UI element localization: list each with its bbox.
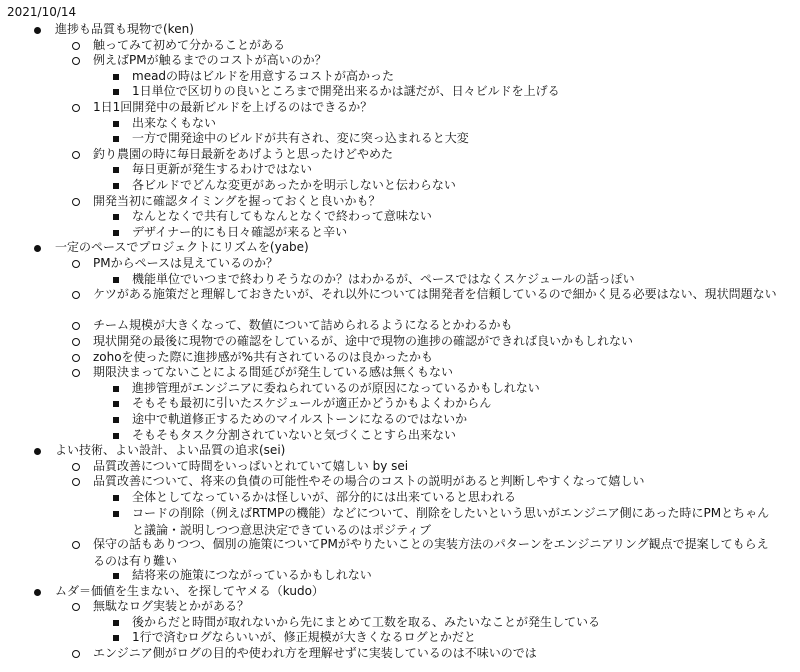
bullet-circle-icon — [72, 104, 80, 112]
outline-item-text: ムダ＝価値を生まない、を探してヤメる（kudo） — [55, 583, 324, 598]
outline-item-text: 後からだと時間が取れないから先にまとめて工数を取る、みたいなことが発生している — [132, 614, 601, 629]
outline-item-text: コードの削除（例えばRTMPの機能）などについて、削除をしたいという思いがエンジニア側にあった時にPMとちゃんと議論・説明しつつ意思決定できているのはポジティブ — [132, 505, 770, 537]
bullet-square-icon — [113, 183, 119, 189]
outline-item-level-3 — [0, 489, 800, 506]
outline-item-text: 毎日更新が発生するわけではない — [132, 162, 313, 177]
outline-item-level-2 — [0, 99, 800, 116]
bullet-circle-icon — [72, 541, 80, 549]
outline-item-level-2 — [0, 645, 800, 662]
outline-item-text: 進捗も品質も現物で(ken) — [55, 22, 194, 36]
outline-item-level-2 — [0, 286, 800, 320]
outline-item-level-2 — [0, 52, 800, 69]
outline-item-text: 釣り農園の時に毎日最新をあげようと思ったけどやめた — [93, 146, 394, 161]
outline-item-text: 期限決まってないことによる間延びが発生している感は無くもない — [93, 365, 454, 380]
outline-item-level-3 — [0, 271, 800, 288]
outline-item-text: 1日1回開発中の最新ビルドを上げるのはできるか？ — [93, 100, 373, 114]
outline-item-level-2 — [0, 536, 800, 570]
bullet-disc-icon — [34, 589, 41, 596]
outline-item-level-1 — [0, 442, 800, 459]
bullet-square-icon — [113, 214, 119, 220]
outline-item-text: ケツがある施策だと理解しておきたいが、それ以外については開発者を信頼しているので細かく見る必要はない、現状問題ない — [93, 287, 777, 302]
bullet-circle-icon — [72, 322, 80, 330]
outline-item-level-3 — [0, 427, 800, 444]
outline-item-level-3 — [0, 208, 800, 225]
outline-item-text: meadの時はビルドを用意するコストが高かった — [132, 68, 395, 83]
outline-item-level-2 — [0, 598, 800, 615]
outline-item-level-2 — [0, 37, 800, 54]
bullet-circle-icon — [72, 198, 80, 206]
outline-item-text: PMからペースは見えているのか？ — [93, 256, 278, 270]
outline-item-level-2 — [0, 458, 800, 475]
outline-item-text: そもそも最初に引いたスケジュールが適正かどうかもよくわからん — [132, 396, 492, 411]
outline-item-text: 品質改善について、将来の負債の可能性やその場合のコストの説明があると判断しやすくなって嬉しい — [93, 474, 645, 489]
bullet-circle-icon — [72, 463, 80, 471]
outline-item-text: 一方で開発途中のビルドが共有され、変に突っ込まれると大変 — [132, 131, 469, 146]
bullet-circle-icon — [72, 650, 80, 658]
bullet-circle-icon — [72, 260, 80, 268]
bullet-circle-icon — [72, 57, 80, 65]
bullet-square-icon — [113, 433, 119, 439]
outline-item-text: よい技術、よい設計、よい品質の追求(sei) — [55, 443, 286, 458]
outline-item-level-3 — [0, 177, 800, 194]
outline-item-level-3 — [0, 83, 800, 100]
document-date: 2021/10/14 — [7, 5, 77, 19]
bullet-square-icon — [113, 417, 119, 423]
outline-item-text: 触ってみて初めて分かることがある — [93, 37, 286, 52]
outline-item-level-3 — [0, 68, 800, 85]
bullet-square-icon — [113, 401, 119, 407]
bullet-square-icon — [113, 495, 119, 501]
bullet-square-icon — [113, 89, 119, 95]
outline-item-text: 途中で軌道修正するためのマイルストーンになるのではないか — [132, 412, 468, 426]
bullet-square-icon — [113, 635, 119, 641]
outline-item-level-2 — [0, 333, 800, 350]
bullet-disc-icon — [34, 27, 41, 34]
bullet-disc-icon — [34, 245, 41, 252]
outline-item-text: zohoを使った際に進捗感が%共有されているのは良かったかも — [93, 349, 433, 364]
bullet-circle-icon — [72, 478, 80, 486]
outline-item-level-3 — [0, 380, 800, 397]
bullet-square-icon — [113, 136, 119, 142]
outline-item-text: 例えばPMが触るまでのコストが高いのか？ — [93, 53, 327, 68]
outline-item-level-3 — [0, 629, 800, 646]
outline-item-level-2 — [0, 193, 800, 210]
bullet-square-icon — [113, 74, 119, 80]
outline-item-text: 現状開発の最後に現物での確認をしているが、途中で現物の進捗の確認ができれば良いかもしれない — [93, 334, 634, 348]
bullet-square-icon — [113, 121, 119, 127]
outline-item-level-2 — [0, 473, 800, 490]
bullet-square-icon — [113, 386, 119, 392]
bullet-square-icon — [113, 167, 119, 173]
outline-item-text: 出来なくもない — [132, 115, 217, 130]
bullet-square-icon — [113, 620, 119, 626]
bullet-circle-icon — [72, 338, 80, 346]
outline-item-text: 結将来の施策につながっているかもしれない — [132, 568, 372, 582]
bullet-circle-icon — [72, 291, 80, 299]
outline-item-text: なんとなくで共有してもなんとなくで終わって意味ない — [132, 209, 432, 224]
outline-item-level-2 — [0, 255, 800, 272]
bullet-disc-icon — [34, 448, 41, 455]
bullet-circle-icon — [72, 369, 80, 377]
outline-item-level-1 — [0, 239, 800, 256]
outline-item-level-2 — [0, 146, 800, 163]
outline-item-level-3 — [0, 411, 800, 428]
bullet-circle-icon — [72, 354, 80, 362]
outline-item-text: 1日単位で区切りの良いところまで開発出来るかは謎だが、日々ビルドを上げる — [132, 84, 560, 99]
bullet-square-icon — [113, 230, 119, 236]
outline-item-level-3 — [0, 224, 800, 241]
outline-item-text: 開発当初に確認タイミングを握っておくと良いかも？ — [93, 193, 381, 208]
outline-item-level-3 — [0, 614, 800, 631]
outline-item-level-2 — [0, 349, 800, 366]
outline-item-level-1 — [0, 583, 800, 600]
bullet-circle-icon — [72, 603, 80, 611]
outline-item-text: そもそもタスク分割されていないと気づくことすら出来ない — [132, 427, 457, 442]
outline-item-level-3 — [0, 567, 800, 584]
outline-item-text: 各ビルドでどんな変更があったかを明示しないと伝わらない — [132, 178, 456, 192]
outline-item-level-1 — [0, 21, 800, 38]
bullet-square-icon — [113, 277, 119, 283]
outline-item-text: 進捗管理がエンジニアに委ねられているのが原因になっているかもしれない — [132, 380, 540, 395]
outline-item-text: 全体としてなっているかは怪しいが、部分的には出来ていると思われる — [132, 490, 517, 504]
outline-item-text: 品質改善について時間をいっぱいとれていて嬉しい by sei — [93, 458, 409, 473]
outline-item-text: 無駄なログ実装とかがある？ — [93, 599, 250, 614]
outline-item-text: 一定のペースでプロジェクトにリズムを(yabe) — [55, 240, 309, 255]
outline-item-level-2 — [0, 364, 800, 381]
bullet-square-icon — [113, 573, 119, 579]
outline-item-text: チーム規模が大きくなって、数値について詰められるようになるとかわるかも — [93, 318, 513, 333]
outline-item-level-3 — [0, 161, 800, 178]
outline-item-level-3 — [0, 130, 800, 147]
outline-item-text: 保守の話もありつつ、個別の施策についてPMがやりたいことの実装方法のパターンをエンジニアリング観点で提案してもらえるのは有り難い — [93, 536, 769, 568]
outline-item-level-3 — [0, 115, 800, 132]
bullet-circle-icon — [72, 42, 80, 50]
outline-item-level-2 — [0, 317, 800, 334]
outline-item-text: 1行で済むログならいいが、修正規模が大きくなるログとかだと — [132, 630, 476, 645]
outline-item-text: エンジニア側がログの目的や使われ方を理解せずに実装しているのは不味いのでは — [93, 646, 537, 660]
outline-item-level-3 — [0, 395, 800, 412]
bullet-circle-icon — [72, 151, 80, 159]
bullet-square-icon — [113, 511, 119, 517]
outline-item-text: 機能単位でいつまで終わりそうなのか？はわかるが、ペースではなくスケジュールの話っぽい — [132, 271, 635, 286]
outline-item-text: デザイナー的にも日々確認が来ると辛い — [132, 224, 348, 239]
outline-item-level-3 — [0, 505, 800, 539]
